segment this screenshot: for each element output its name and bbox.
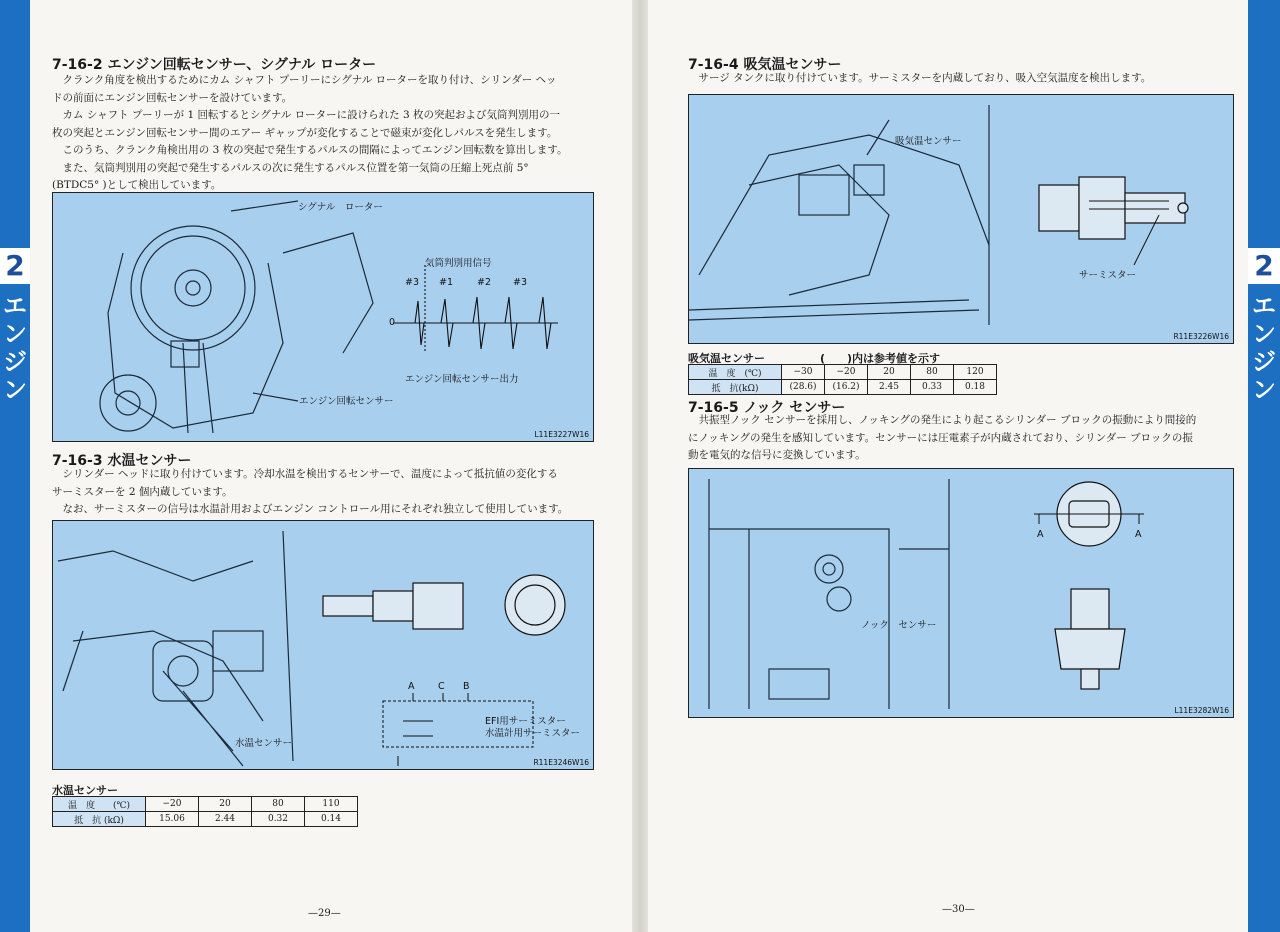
label-efi-thermistor: EFI用サーミスター <box>485 716 566 727</box>
chapter-title: エ ン ジ ン <box>1252 292 1276 404</box>
table-row: 抵 抗(kΩ) (28.6) (16.2) 2.45 0.33 0.18 <box>689 380 997 395</box>
chapter-number: 2 <box>0 248 30 284</box>
label-mark-4: #3 <box>513 277 528 288</box>
label-intake-temp-sensor: 吸気温センサー <box>895 136 962 147</box>
label-knock-sensor: ノック センサー <box>861 620 937 631</box>
right-page <box>648 0 1280 932</box>
label-sensor-output: エンジン回転センサー出力 <box>405 374 519 385</box>
figure-code: L11E3282W16 <box>1174 706 1229 715</box>
gutter <box>632 0 648 932</box>
figure-engine-speed-sensor <box>52 192 594 442</box>
label-mark-2: #1 <box>439 277 454 288</box>
label-zero: 0 <box>389 317 396 328</box>
intake-temp-table <box>688 364 997 395</box>
knock-sensor-drawing <box>689 469 1233 717</box>
section-body-7-16-2: クランク角度を検出するためにカム シャフト プーリーにシグナル ローターを取り付け、シリンダー ヘッ ドの前面にエンジン回転センサーを設けています。 カム シャフト プーリーが 1 回転するとシグナル ローターに設けられた 3 枚の突起および気筒判別用の一 枚の突起とエンジン回転センサー間のエアー ギャップが変化することで磁束が変化しパルスを発生します。 このうち、クランク角検出用の 3 枚の突起で発生するパルスの間隔によってエンジン回転数を算出します。 また、気筒判別用の突起で発生するパルスの次に発生するパルス位置を第一気筒の圧縮上死点前 5° (BTDC5° )として検出しています。 <box>52 74 568 191</box>
page-number-left: —29— <box>308 908 341 919</box>
section-body-7-16-3: シリンダー ヘッドに取り付けています。冷却水温を検出するセンサーで、温度によって抵抗値の変化する サーミスターを 2 個内蔵しています。 なお、サーミスターの信号は水温計用およびエンジン コントロール用にそれぞれ独立して使用しています。 <box>52 468 569 515</box>
left-page <box>0 0 632 932</box>
figure-knock-sensor <box>688 468 1234 718</box>
label-pin-c: C <box>438 681 445 692</box>
label-cylinder-signal: 気筒判別用信号 <box>425 258 492 269</box>
section-heading-7-16-5: 7-16-5 ノック センサー <box>688 400 846 416</box>
figure-water-temp-sensor <box>52 520 594 770</box>
table-row: 温 度 (℃) −30 −20 20 80 120 <box>689 365 997 380</box>
label-section-a-right: A <box>1135 529 1142 540</box>
section-heading-7-16-2: 7-16-2 エンジン回転センサー、シグナル ローター <box>52 57 377 73</box>
section-body-7-16-5: 共振型ノック センサーを採用し、ノッキングの発生により起こるシリンダー ブロックの振動により間接的 にノッキングの発生を感知しています。センサーには圧電素子が内蔵されており、シリンダー ブロックの振 動を電気的な信号に変換しています。 <box>688 414 1197 461</box>
chapter-tab-right <box>1248 0 1280 932</box>
label-mark-1: #3 <box>405 277 420 288</box>
label-signal-rotor: シグナル ローター <box>298 202 383 213</box>
label-section-a-left: A <box>1037 529 1044 540</box>
figure-intake-temp-sensor <box>688 94 1234 344</box>
page-number-right: —30— <box>942 904 975 915</box>
chapter-tab-left <box>0 0 30 932</box>
section-body-7-16-4: サージ タンクに取り付けています。サーミスターを内蔵しており、吸入空気温度を検出します。 <box>688 72 1152 84</box>
label-pin-a: A <box>408 681 415 692</box>
table-caption-intake-temp: 吸気温センサー <box>688 352 765 365</box>
figure-code: R11E3226W16 <box>1173 332 1229 341</box>
label-engine-speed-sensor: エンジン回転センサー <box>299 396 394 407</box>
label-mark-3: #2 <box>477 277 492 288</box>
chapter-number: 2 <box>1248 248 1280 284</box>
label-pin-b: B <box>463 681 470 692</box>
water-temp-table <box>52 796 358 827</box>
table-note: ( )内は参考値を示す <box>820 352 941 365</box>
table-caption-water-temp: 水温センサー <box>52 784 118 797</box>
section-heading-7-16-4: 7-16-4 吸気温センサー <box>688 57 842 73</box>
label-thermistor: サーミスター <box>1079 270 1137 281</box>
chapter-title: エ ン ジ ン <box>3 292 27 404</box>
section-heading-7-16-3: 7-16-3 水温センサー <box>52 453 192 469</box>
label-water-temp-sensor: 水温センサー <box>235 738 293 749</box>
figure-code: R11E3246W16 <box>533 758 589 767</box>
figure-code: L11E3227W16 <box>534 430 589 439</box>
table-row: 温 度 (℃) −20 20 80 110 <box>53 797 358 812</box>
label-gauge-thermistor: 水温計用サーミスター <box>485 728 581 739</box>
table-row: 抵 抗 (kΩ) 15.06 2.44 0.32 0.14 <box>53 812 358 827</box>
